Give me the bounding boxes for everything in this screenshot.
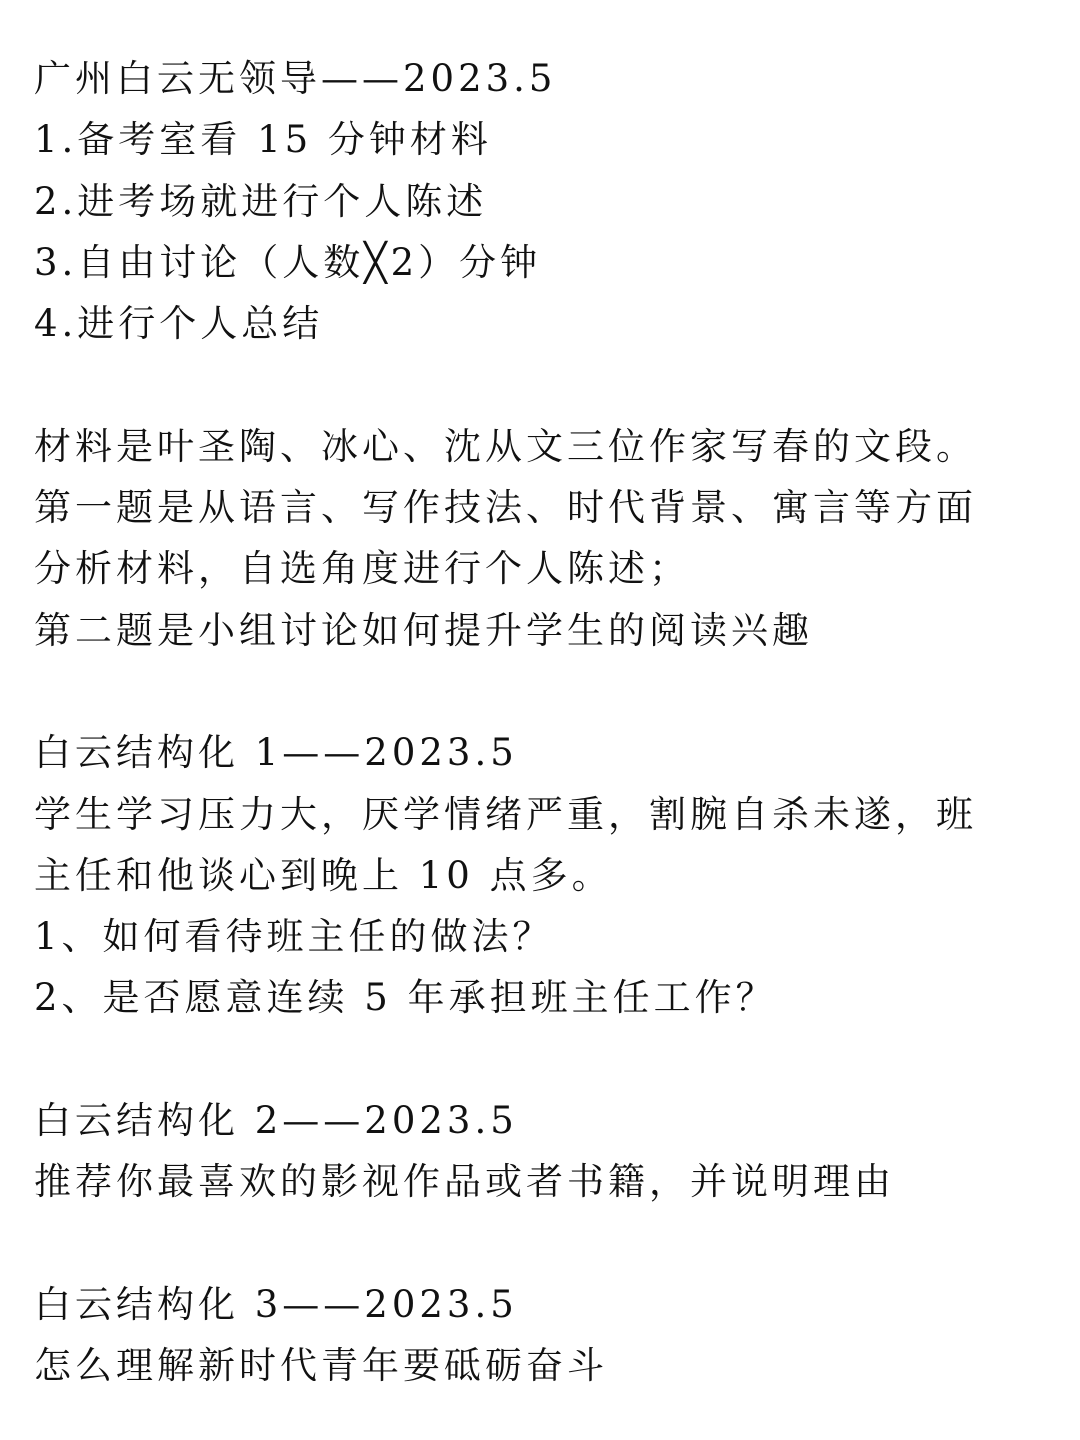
question-line: 学生学习压力大，厌学情绪严重，割腕自杀未遂，班 (34, 792, 977, 836)
section-title: 白云结构化 2——2023.5 (34, 1099, 518, 1143)
step-item: 2.进考场就进行个人陈述 (34, 179, 488, 223)
section-title: 广州白云无领导——2023.5 (34, 57, 557, 100)
question-line: 1、如何看待班主任的做法？ (34, 915, 554, 959)
spacer (34, 354, 1054, 415)
spacer (34, 661, 1054, 722)
step-item: 3.自由讨论（人数╳2）分钟 (34, 240, 542, 284)
spacer (34, 1213, 1054, 1274)
paragraph-line: 材料是叶圣陶、冰心、沈从文三位作家写春的文段。 (34, 424, 977, 468)
paragraph-line: 第一题是从语言、写作技法、时代背景、寓言等方面 (34, 486, 977, 530)
section-title: 白云结构化 1——2023.5 (34, 731, 518, 775)
section-title: 白云结构化 3——2023.5 (34, 1282, 518, 1326)
paragraph-line: 第二题是小组讨论如何提升学生的阅读兴趣 (34, 608, 813, 652)
question-line: 2、是否愿意连续 5 年承担班主任工作？ (34, 976, 777, 1020)
notes-page (34, 48, 1054, 1397)
question-line: 主任和他谈心到晚上 10 点多。 (34, 853, 613, 897)
step-item: 4.进行个人总结 (34, 302, 324, 346)
spacer (34, 1029, 1054, 1090)
step-item: 1.备考室看 15 分钟材料 (34, 118, 492, 162)
question-line: 怎么理解新时代青年要砥砺奋斗 (34, 1344, 608, 1388)
paragraph-line: 分析材料，自选角度进行个人陈述； (34, 547, 690, 591)
question-line: 推荐你最喜欢的影视作品或者书籍，并说明理由 (34, 1160, 895, 1204)
